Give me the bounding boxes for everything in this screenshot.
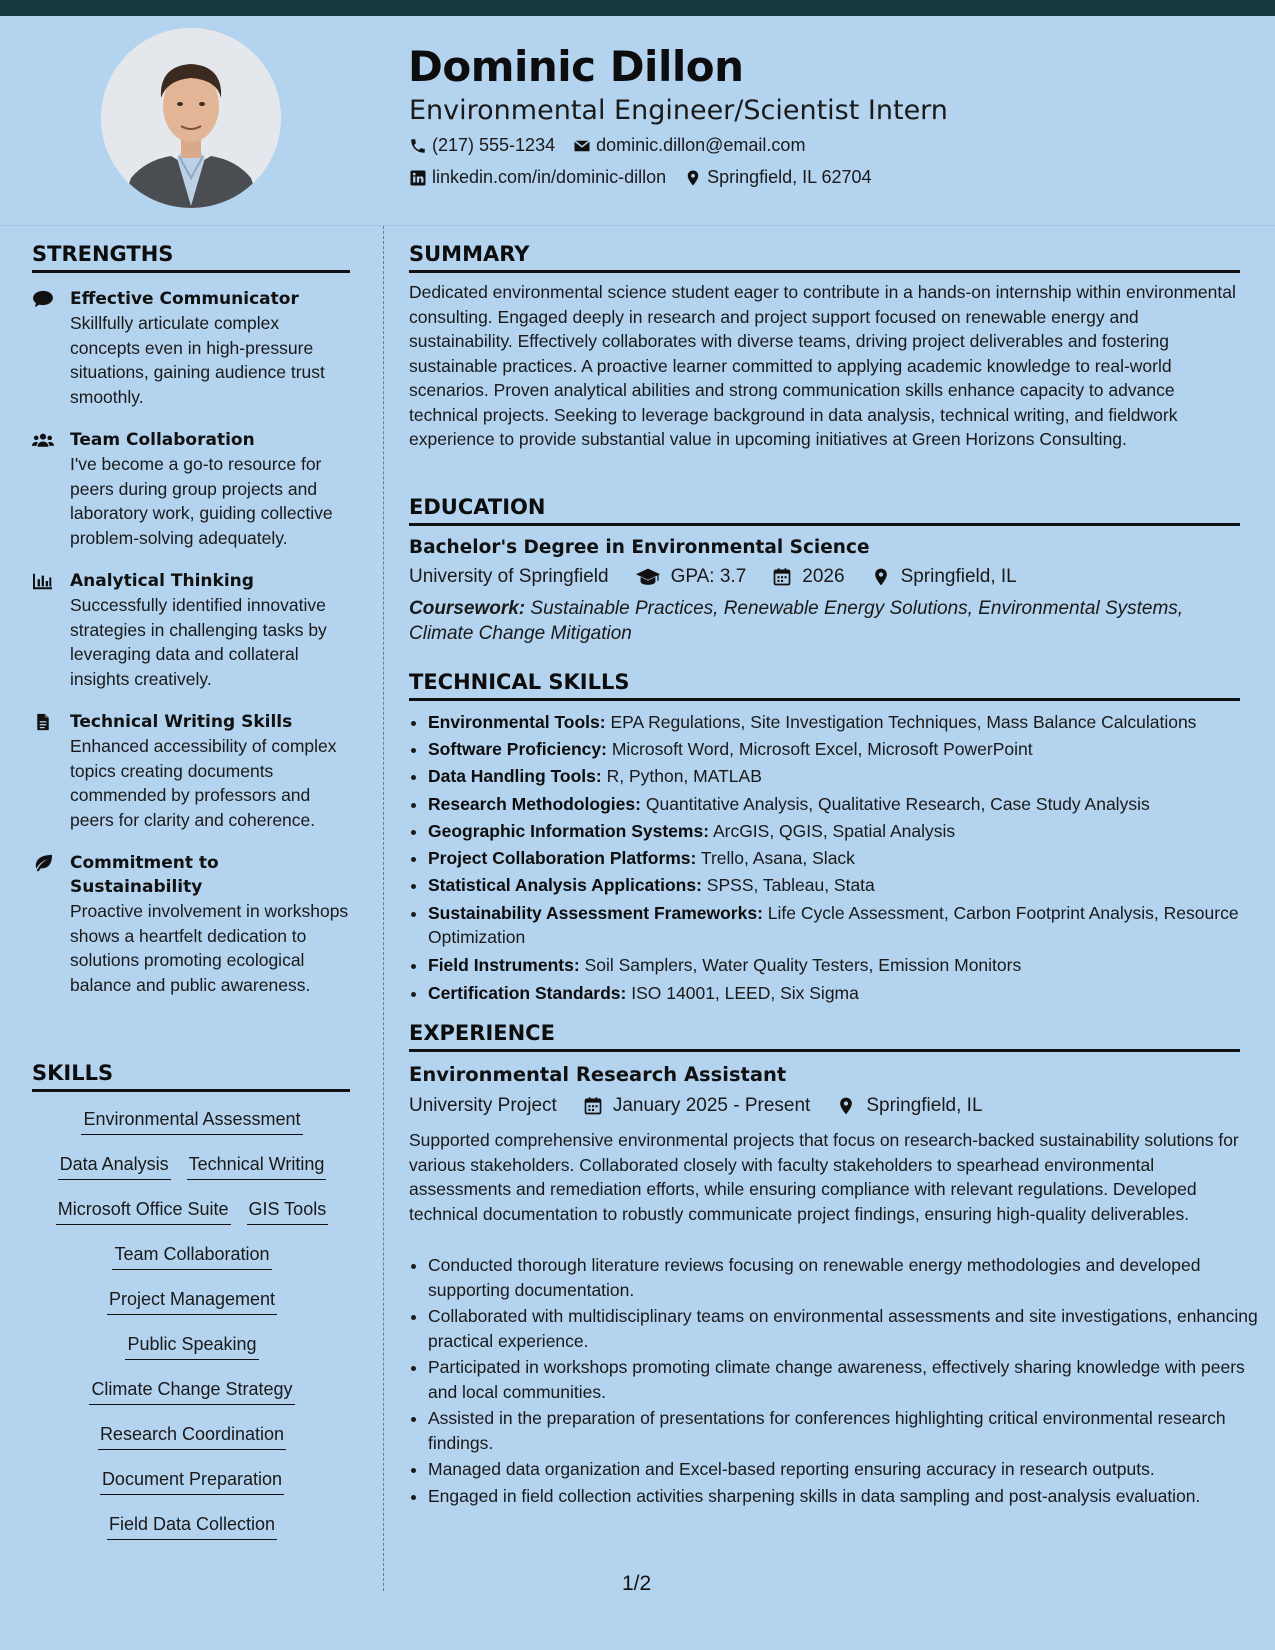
list-item: • Managed data organization and Excel-based reporting ensuring accuracy in research outputs.: [428, 1457, 1259, 1482]
envelope-icon: [573, 137, 591, 155]
list-item: [428, 901, 1259, 949]
list-item: [428, 709, 1259, 736]
strength-title: Technical Writing Skills: [70, 712, 293, 732]
skill-tag: Team Collaboration: [112, 1242, 271, 1270]
top-accent-bar: [0, 0, 1275, 16]
skill-category: Data Handling Tools:: [428, 766, 602, 787]
strengths-list: [32, 287, 352, 1016]
bar-chart-icon: [32, 572, 54, 590]
degree-title: Bachelor's Degree in Environmental Science: [409, 537, 870, 558]
experience-meta: [409, 1095, 983, 1117]
technical-skills-heading: TECHNICAL SKILLS: [409, 670, 1240, 701]
job-title: Environmental Engineer/Scientist Intern: [409, 95, 948, 126]
education-heading: EDUCATION: [409, 495, 1240, 526]
coursework-text: Sustainable Practices, Renewable Energy Solutions, Environmental Systems, Climate Change Mitigation: [409, 598, 1184, 644]
experience-heading: EXPERIENCE: [409, 1021, 1240, 1052]
experience-description: Supported comprehensive environmental projects that focus on research-backed sustainability solutions for various stakeholders. Collaborated closely with faculty stakeholders to spearhead environmental assessments and remediation efforts, while ensuring compliance with relevant regulations. Developed technical documentation to robustly communicate project findings, ensuring high-quality deliverables.: [409, 1130, 1239, 1224]
skill-tag: Project Management: [107, 1287, 277, 1315]
skill-tag: Microsoft Office Suite: [56, 1197, 231, 1225]
skill-category: Geographic Information Systems:: [428, 820, 710, 841]
strength-desc: Enhanced accessibility of complex topics creating documents commended by professors and peers for clarity and coherence.: [70, 736, 337, 830]
contact-row-primary: [409, 135, 805, 156]
skill-values: Microsoft Word, Microsoft Excel, Microsoft PowerPoint: [611, 739, 1033, 760]
calendar-icon: [583, 1096, 603, 1116]
skill-tag: Document Preparation: [100, 1467, 284, 1495]
list-item: [428, 952, 1259, 979]
list-item: [428, 763, 1259, 790]
skills-list: [32, 1107, 352, 1557]
strength-desc: I've become a go-to resource for peers during group projects and laboratory work, guiding collective problem-solving adequately.: [70, 454, 333, 548]
skill-values: SPSS, Tableau, Stata: [706, 875, 875, 896]
skill-values: EPA Regulations, Site Investigation Techniques, Mass Balance Calculations: [610, 712, 1197, 732]
strength-title: Commitment to Sustainability: [70, 853, 219, 897]
experience-bullets: [409, 1253, 1259, 1510]
list-item: • Assisted in the preparation of presentations for conferences highlighting critical environmental research findings.: [428, 1406, 1259, 1455]
strength-item: [32, 710, 352, 832]
graduation-year: 2026: [802, 566, 845, 587]
skill-tag: Field Data Collection: [107, 1512, 277, 1540]
skill-values: R, Python, MATLAB: [606, 766, 762, 787]
linkedin-text: linkedin.com/in/dominic-dillon: [432, 167, 667, 187]
skill-category: Project Collaboration Platforms:: [428, 848, 697, 869]
contact-linkedin[interactable]: [409, 167, 666, 188]
strengths-heading: STRENGTHS: [32, 242, 350, 273]
strength-desc: Successfully identified innovative strategies in challenging tasks by leveraging data and collateral insights creatively.: [70, 595, 327, 689]
skills-heading: SKILLS: [32, 1061, 350, 1092]
strength-title: Team Collaboration: [70, 430, 255, 450]
header-divider: [0, 225, 1275, 226]
skill-category: Certification Standards:: [428, 982, 627, 1003]
skill-values: ISO 14001, LEED, Six Sigma: [631, 982, 859, 1003]
summary-heading: SUMMARY: [409, 242, 1240, 273]
leaf-icon: [32, 854, 54, 872]
speech-bubble-icon: [32, 290, 54, 308]
strength-title: Analytical Thinking: [70, 571, 254, 591]
map-pin-icon: [871, 567, 891, 587]
contact-row-secondary: [409, 167, 872, 188]
strength-item: [32, 287, 352, 409]
location-text: Springfield, IL 62704: [707, 167, 872, 187]
gpa-text: GPA: 3.7: [670, 566, 747, 587]
skill-category: Software Proficiency:: [428, 739, 607, 760]
users-icon: [32, 431, 54, 449]
candidate-name: Dominic Dillon: [408, 42, 744, 91]
coursework: [409, 596, 1240, 646]
skill-values: Life Cycle Assessment, Carbon Footprint Analysis, Resource Optimization: [428, 903, 1239, 948]
job-role: Environmental Research Assistant: [409, 1063, 787, 1086]
skill-values: Soil Samplers, Water Quality Testers, Emission Monitors: [584, 955, 1022, 976]
experience-location: Springfield, IL: [866, 1095, 983, 1116]
school-name: University of Springfield: [409, 566, 609, 587]
summary-text: Dedicated environmental science student eager to contribute in a hands-on internship within environmental consulting. Engaged deeply in research and project support focused on renewable energy and sustainability. Effectively collaborates with diverse teams, driving project deliverables and fostering sustainable practices. A proactive learner committed to applying academic knowledge to real-world scenarios. Proven analytical abilities and strong communication skills enhance capacity to advance technical projects. Seeking to leverage background in data analysis, technical writing, and fieldwork experience to provide substantial value in upcoming initiatives at Green Horizons Consulting.: [409, 282, 1236, 449]
strength-desc: Proactive involvement in workshops shows a heartfelt dedication to solutions promoting ecological balance and public awareness.: [70, 901, 349, 995]
education-meta: [409, 566, 1017, 588]
contact-phone[interactable]: [409, 135, 555, 156]
skill-category: Research Methodologies:: [428, 793, 641, 814]
email-text: dominic.dillon@email.com: [596, 135, 806, 155]
experience-dates: January 2025 - Present: [612, 1095, 811, 1116]
skill-values: Quantitative Analysis, Qualitative Research, Case Study Analysis: [645, 793, 1150, 814]
column-divider: [383, 226, 384, 1591]
contact-email[interactable]: [573, 135, 805, 156]
skill-tag: Environmental Assessment: [81, 1107, 302, 1135]
organization: University Project: [409, 1095, 557, 1116]
list-item: • Participated in workshops promoting climate change awareness, effectively sharing knowledge with peers and local communities.: [428, 1355, 1259, 1404]
skill-tag: Research Coordination: [98, 1422, 286, 1450]
skill-tag: GIS Tools: [247, 1197, 329, 1225]
strength-item: [32, 851, 352, 997]
skill-values: Trello, Asana, Slack: [700, 848, 855, 869]
skill-values: ArcGIS, QGIS, Spatial Analysis: [712, 820, 956, 841]
list-item: • Collaborated with multidisciplinary teams on environmental assessments and site investigations, enhancing practical experience.: [428, 1304, 1259, 1353]
contact-location: [684, 167, 871, 188]
list-item: [428, 872, 1259, 899]
list-item: [428, 736, 1259, 763]
linkedin-icon: [409, 169, 427, 187]
skill-category: Sustainability Assessment Frameworks:: [428, 903, 763, 924]
skill-tag: Climate Change Strategy: [89, 1377, 294, 1405]
page-number: 1/2: [622, 1572, 652, 1595]
skill-tag: Data Analysis: [58, 1152, 171, 1180]
list-item: • Engaged in field collection activities sharpening skills in data sampling and post-analysis evaluation.: [428, 1484, 1259, 1509]
profile-photo: [101, 28, 281, 208]
phone-text: (217) 555-1234: [432, 135, 556, 155]
strength-desc: Skillfully articulate complex concepts even in high-pressure situations, gaining audience trust smoothly.: [70, 313, 325, 407]
map-pin-icon: [836, 1096, 856, 1116]
coursework-label: Coursework:: [409, 598, 526, 619]
skill-category: Field Instruments:: [428, 955, 580, 976]
phone-icon: [409, 137, 427, 155]
skill-tag: Public Speaking: [125, 1332, 258, 1360]
list-item: • Conducted thorough literature reviews focusing on renewable energy methodologies and developed supporting documentation.: [428, 1253, 1259, 1302]
document-icon: [32, 713, 54, 731]
education-location: Springfield, IL: [900, 566, 1017, 587]
map-pin-icon: [684, 169, 702, 187]
skill-tag: Technical Writing: [187, 1152, 327, 1180]
calendar-icon: [772, 567, 792, 587]
strength-item: [32, 569, 352, 691]
list-item: [428, 980, 1259, 1007]
strength-item: [32, 428, 352, 550]
list-item: [428, 791, 1259, 818]
skill-category: Environmental Tools:: [428, 712, 606, 732]
technical-skills-list: [409, 709, 1259, 1007]
strength-title: Effective Communicator: [70, 289, 299, 309]
list-item: [428, 845, 1259, 872]
list-item: [428, 818, 1259, 845]
graduation-cap-icon: [635, 567, 661, 587]
skill-category: Statistical Analysis Applications:: [428, 875, 702, 896]
